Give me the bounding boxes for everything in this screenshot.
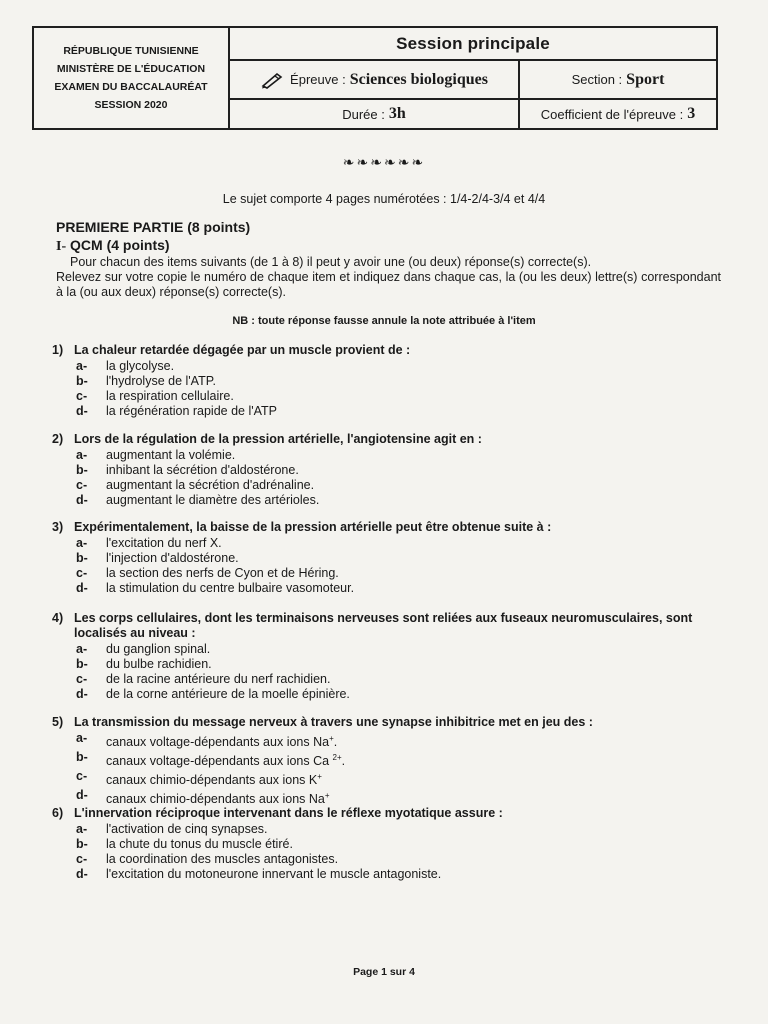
answer-option [76, 852, 732, 867]
ion-charge: + [329, 734, 334, 743]
question-text: Les corps cellulaires, dont les terminaisons nerveuses sont reliées aux fuseaux neuromusculaires, sont localisés au niveau : [74, 611, 693, 640]
answer-text [106, 867, 441, 882]
answer-main-text: canaux voltage-dépendants aux ions Na [106, 735, 330, 750]
answer-text [106, 672, 330, 687]
answer-option [76, 788, 732, 807]
answer-letter: b- [76, 750, 88, 765]
answer-letter: d- [76, 867, 88, 881]
answer-letter: a- [76, 536, 88, 550]
answer-text [106, 837, 293, 852]
answer-letter: d- [76, 687, 88, 701]
answer-option [76, 672, 732, 687]
question-stem [52, 715, 732, 730]
answer-list [76, 731, 732, 808]
section-title [56, 237, 170, 255]
answer-text [106, 566, 339, 581]
pen-icon [260, 71, 284, 89]
answer-main-text: l'hydrolyse de l'ATP. [106, 374, 216, 388]
duree-cell [230, 100, 518, 128]
answer-main-text: canaux chimio-dépendants aux ions Na [106, 792, 325, 807]
answer-text [106, 731, 337, 750]
answer-option [76, 657, 732, 672]
answer-option [76, 566, 732, 581]
answer-end: . [333, 735, 338, 750]
question-text: L'innervation réciproque intervenant dans le réflexe myotatique assure : [74, 806, 503, 820]
answer-option [76, 448, 732, 463]
answer-option [76, 769, 732, 788]
answer-text [106, 581, 354, 596]
answer-text [106, 478, 314, 493]
answer-main-text: du bulbe rachidien. [106, 657, 212, 671]
answer-main-text: la respiration cellulaire. [106, 389, 234, 403]
question-item [52, 432, 732, 508]
answer-letter: a- [76, 359, 88, 373]
answer-option [76, 536, 732, 551]
question-stem [52, 432, 732, 447]
institution-line: EXAMEN DU BACCALAURÉAT [54, 81, 208, 93]
instruction-line: Relevez sur votre copie le numéro de chaque item et indiquez dans chaque cas, la (ou les deux) lettre(s) correspondant à la (ou aux deux) réponse(s) correcte(s). [56, 270, 721, 299]
coefficient-value: 3 [687, 105, 696, 122]
instruction-line: Pour chacun des items suivants (de 1 à 8) il peut y avoir une (ou deux) réponse(s) correcte(s). [70, 255, 592, 269]
answer-text [106, 374, 216, 389]
answer-option [76, 731, 732, 750]
answer-list [76, 448, 732, 508]
answer-letter: b- [76, 374, 88, 388]
answer-list [76, 822, 732, 882]
answer-option [76, 867, 732, 882]
answer-main-text: la régénération rapide de l'ATP [106, 404, 278, 418]
section-heading: QCM (4 points) [66, 237, 170, 253]
answer-text [106, 551, 239, 566]
answer-option [76, 750, 732, 769]
session-title: Session principale [230, 28, 716, 61]
answer-option [76, 404, 732, 419]
answer-letter: a- [76, 731, 88, 745]
answer-main-text: canaux chimio-dépendants aux ions K [106, 773, 318, 788]
answer-letter: a- [76, 822, 88, 836]
question-text: Expérimentalement, la baisse de la pression artérielle peut être obtenue suite à : [74, 520, 552, 534]
exam-info [230, 28, 716, 128]
question-item [52, 520, 732, 596]
exam-subject-row [230, 61, 716, 100]
section-number: I- [56, 239, 67, 254]
epreuve-label: Épreuve : [290, 72, 346, 87]
page-count-note: Le sujet comporte 4 pages numérotées : 1/4-2/4-3/4 et 4/4 [222, 192, 546, 206]
answer-option [76, 837, 732, 852]
coefficient-cell [518, 100, 716, 128]
question-item [52, 806, 732, 882]
coefficient-label: Coefficient de l'épreuve : [540, 106, 684, 122]
question-text: La transmission du message nerveux à travers une synapse inhibitrice met en jeu des : [74, 715, 593, 729]
question-number: 2) [52, 432, 64, 446]
page-number: Page 1 sur 4 [353, 966, 415, 978]
answer-letter: c- [76, 566, 88, 580]
section-label: Section : [571, 72, 623, 87]
answer-main-text: l'excitation du nerf X. [106, 536, 222, 550]
duree-value: 3h [388, 105, 406, 122]
answer-text [106, 852, 338, 867]
question-number: 4) [52, 611, 64, 625]
answer-option [76, 822, 732, 837]
answer-text [106, 536, 222, 551]
answer-main-text: augmentant la sécrétion d'adrénaline. [106, 478, 315, 492]
answer-text [106, 750, 345, 769]
exam-header [32, 26, 718, 130]
answer-text [106, 822, 268, 837]
answer-main-text: inhibant la sécrétion d'aldostérone. [106, 463, 299, 477]
exam-meta-row [230, 100, 716, 128]
answer-text [106, 359, 174, 374]
part-title: PREMIERE PARTIE (8 points) [56, 219, 251, 235]
answer-list [76, 359, 732, 419]
duree-label: Durée : [342, 106, 385, 122]
question-stem [52, 520, 732, 535]
question-number: 6) [52, 806, 64, 820]
answer-letter: c- [76, 852, 88, 866]
question-stem [52, 611, 732, 641]
question-item [52, 343, 732, 419]
epreuve-value: Sciences biologiques [349, 70, 488, 88]
answer-main-text: du ganglion spinal. [106, 642, 211, 656]
decorative-ornament: ❧❧❧❧❧❧ [342, 154, 426, 170]
answer-text [106, 493, 319, 508]
answer-main-text: augmentant le diamètre des artérioles. [106, 493, 320, 507]
answer-letter: d- [76, 581, 88, 595]
answer-main-text: augmentant la volémie. [106, 448, 236, 462]
answer-letter: d- [76, 404, 88, 418]
answer-text [106, 657, 212, 672]
instructions [56, 255, 721, 300]
answer-main-text: de la racine antérieure du nerf rachidien. [106, 672, 331, 686]
answer-letter: d- [76, 788, 88, 803]
answer-option [76, 493, 732, 508]
ion-charge: 2+ [332, 753, 342, 763]
answer-list [76, 536, 732, 596]
question-text: La chaleur retardée dégagée par un muscle provient de : [74, 343, 411, 357]
answer-letter: c- [76, 769, 88, 784]
answer-option [76, 374, 732, 389]
answer-main-text: la chute du tonus du muscle étiré. [106, 837, 293, 851]
answer-main-text: de la corne antérieure de la moelle épinière. [106, 687, 350, 701]
answer-letter: a- [76, 642, 88, 656]
answer-letter: b- [76, 657, 88, 671]
answer-text [106, 463, 299, 478]
institution-line: MINISTÈRE DE L'ÉDUCATION [56, 63, 206, 75]
institution-line: RÉPUBLIQUE TUNISIENNE [63, 45, 199, 57]
answer-text [106, 687, 350, 702]
answer-text [106, 769, 322, 788]
answer-main-text: la section des nerfs de Cyon et de Héring. [106, 566, 339, 580]
question-text: Lors de la régulation de la pression artérielle, l'angiotensine agit en : [74, 432, 482, 446]
answer-list [76, 642, 732, 702]
question-stem [52, 806, 732, 821]
answer-text [106, 788, 330, 807]
section-value: Sport [626, 70, 665, 88]
institution-line: SESSION 2020 [94, 99, 168, 111]
answer-option [76, 359, 732, 374]
answer-option [76, 389, 732, 404]
answer-letter: a- [76, 448, 88, 462]
answer-main-text: l'excitation du motoneurone innervant le muscle antagoniste. [106, 867, 442, 881]
question-number: 5) [52, 715, 64, 729]
answer-letter: c- [76, 672, 88, 686]
answer-letter: c- [76, 389, 88, 403]
question-stem [52, 343, 732, 358]
answer-letter: b- [76, 551, 88, 565]
epreuve-cell [230, 61, 518, 98]
nb-note: NB : toute réponse fausse annule la note attribuée à l'item [232, 315, 536, 327]
institution-block [34, 28, 230, 128]
ion-charge: + [324, 791, 330, 801]
answer-letter: b- [76, 837, 88, 851]
ion-charge: + [317, 772, 322, 782]
answer-text [106, 404, 277, 419]
question-number: 3) [52, 520, 64, 534]
answer-letter: b- [76, 463, 88, 477]
answer-option [76, 687, 732, 702]
answer-main-text: la glycolyse. [106, 359, 175, 373]
answer-main-text: l'injection d'aldostérone. [106, 551, 239, 565]
answer-option [76, 581, 732, 596]
answer-option [76, 463, 732, 478]
answer-option [76, 642, 732, 657]
answer-letter: c- [76, 478, 88, 492]
answer-text [106, 642, 210, 657]
question-item [52, 611, 732, 702]
answer-option [76, 478, 732, 493]
answer-main-text: la stimulation du centre bulbaire vasomoteur. [106, 581, 355, 595]
answer-main-text: l'activation de cinq synapses. [106, 822, 268, 836]
answer-main-text: la coordination des muscles antagonistes. [106, 852, 339, 866]
answer-option [76, 551, 732, 566]
answer-text [106, 389, 234, 404]
question-item [52, 715, 732, 808]
question-number: 1) [52, 343, 64, 357]
answer-text [106, 448, 235, 463]
answer-letter: d- [76, 493, 88, 507]
answer-main-text: canaux voltage-dépendants aux ions Ca [106, 754, 333, 769]
section-cell [518, 61, 716, 98]
answer-end: . [341, 754, 346, 769]
